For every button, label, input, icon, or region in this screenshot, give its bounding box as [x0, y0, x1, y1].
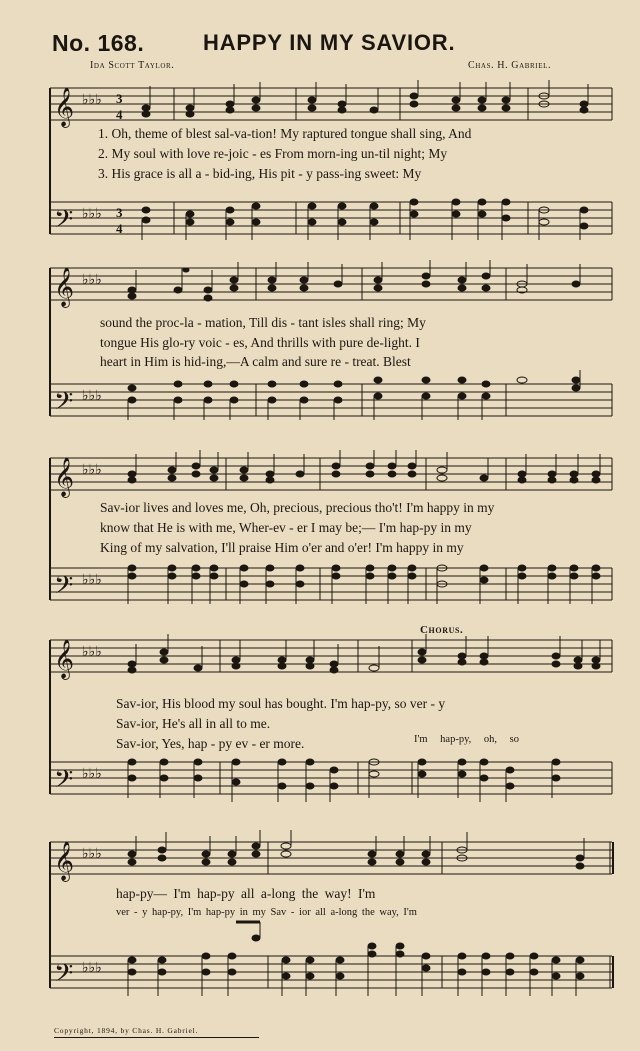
composer-credit: Chas. H. Gabriel. [468, 60, 552, 71]
lyricist-credit: Ida Scott Taylor. [90, 60, 175, 71]
lyric-line: Sav-ior lives and loves me, Oh, precious, precious tho't! I'm happy in my [100, 500, 495, 515]
svg-text:♭♭♭: ♭♭♭ [82, 462, 102, 478]
svg-text:♭♭♭: ♭♭♭ [82, 846, 102, 862]
svg-text:𝄞: 𝄞 [54, 639, 75, 679]
lyric-line: 1. Oh, theme of blest sal-va-tion! My raptured tongue shall sing, And [98, 126, 472, 141]
lyric-line: heart in Him is hid-ing,—A calm and sure re - treat. Blest [100, 354, 411, 369]
svg-text:♭♭♭: ♭♭♭ [82, 572, 102, 588]
svg-text:♭♭♭: ♭♭♭ [82, 644, 102, 660]
svg-text:♭♭♭: ♭♭♭ [82, 960, 102, 976]
svg-text:𝄞: 𝄞 [54, 841, 75, 881]
hymn-title: HAPPY IN MY SAVIOR. [203, 30, 456, 55]
music-system-4 [0, 632, 640, 812]
lyric-line: King of my salvation, I'll praise Him o'er and o'er! I'm happy in my [100, 540, 464, 555]
lyric-line: sound the proc-la - mation, Till dis - tant isles shall ring; My [100, 315, 426, 330]
svg-text:♭♭♭: ♭♭♭ [82, 206, 102, 222]
music-system-5 [0, 830, 640, 1010]
svg-text:4: 4 [116, 221, 123, 236]
lyric-line: Sav-ior, He's all in all to me. [116, 716, 271, 731]
svg-text:𝄢: 𝄢 [54, 387, 74, 420]
svg-text:♭♭♭: ♭♭♭ [82, 92, 102, 108]
bass-cue-lyric: I'm hap-py, oh, so [414, 734, 519, 745]
svg-text:𝄞: 𝄞 [54, 87, 75, 127]
hymn-number: No. 168. [52, 30, 145, 56]
chorus-label: Chorus. [420, 624, 464, 636]
lyric-line: know that He is with me, Wher-ev - er I may be;— I'm hap-py in my [100, 520, 472, 535]
svg-text:𝄞: 𝄞 [54, 457, 75, 497]
svg-text:♭♭♭: ♭♭♭ [82, 272, 102, 288]
svg-text:𝄢: 𝄢 [54, 765, 74, 800]
copyright-notice: Copyright, 1894, by Chas. H. Gabriel. [54, 1026, 199, 1035]
lyric-line: Sav-ior, His blood my soul has bought. I'm hap-py, so ver - y [116, 696, 446, 711]
lyric-line: Sav-ior, Yes, hap - py ev - er more. [116, 736, 305, 751]
svg-text:3: 3 [116, 91, 123, 106]
lyric-line: tongue His glo-ry voic - es, And thrills with pure de-light. I [100, 335, 420, 350]
lyric-line: hap-py— I'm hap-py all a-long the way! I'm [116, 886, 376, 901]
music-system-1 [0, 80, 640, 250]
svg-text:𝄢: 𝄢 [54, 205, 74, 240]
svg-text:𝄢: 𝄢 [54, 571, 74, 606]
lyric-line: 3. His grace is all a - bid-ing, His pit - y pass-ing sweet: My [98, 166, 422, 181]
svg-text:3: 3 [116, 205, 123, 220]
svg-text:4: 4 [116, 107, 123, 122]
lyric-line: 2. My soul with love re-joic - es From morn-ing un-til night; My [98, 146, 448, 161]
svg-text:𝄞: 𝄞 [54, 267, 75, 307]
svg-text:♭♭♭: ♭♭♭ [82, 766, 102, 782]
svg-text:𝄢: 𝄢 [54, 959, 74, 994]
svg-text:♭♭♭: ♭♭♭ [82, 388, 102, 404]
bass-lyric-line: ver - y hap-py, I'm hap-py in my Sav - ior all a-long the way, I'm [116, 907, 417, 918]
copyright-rule [54, 1037, 259, 1038]
